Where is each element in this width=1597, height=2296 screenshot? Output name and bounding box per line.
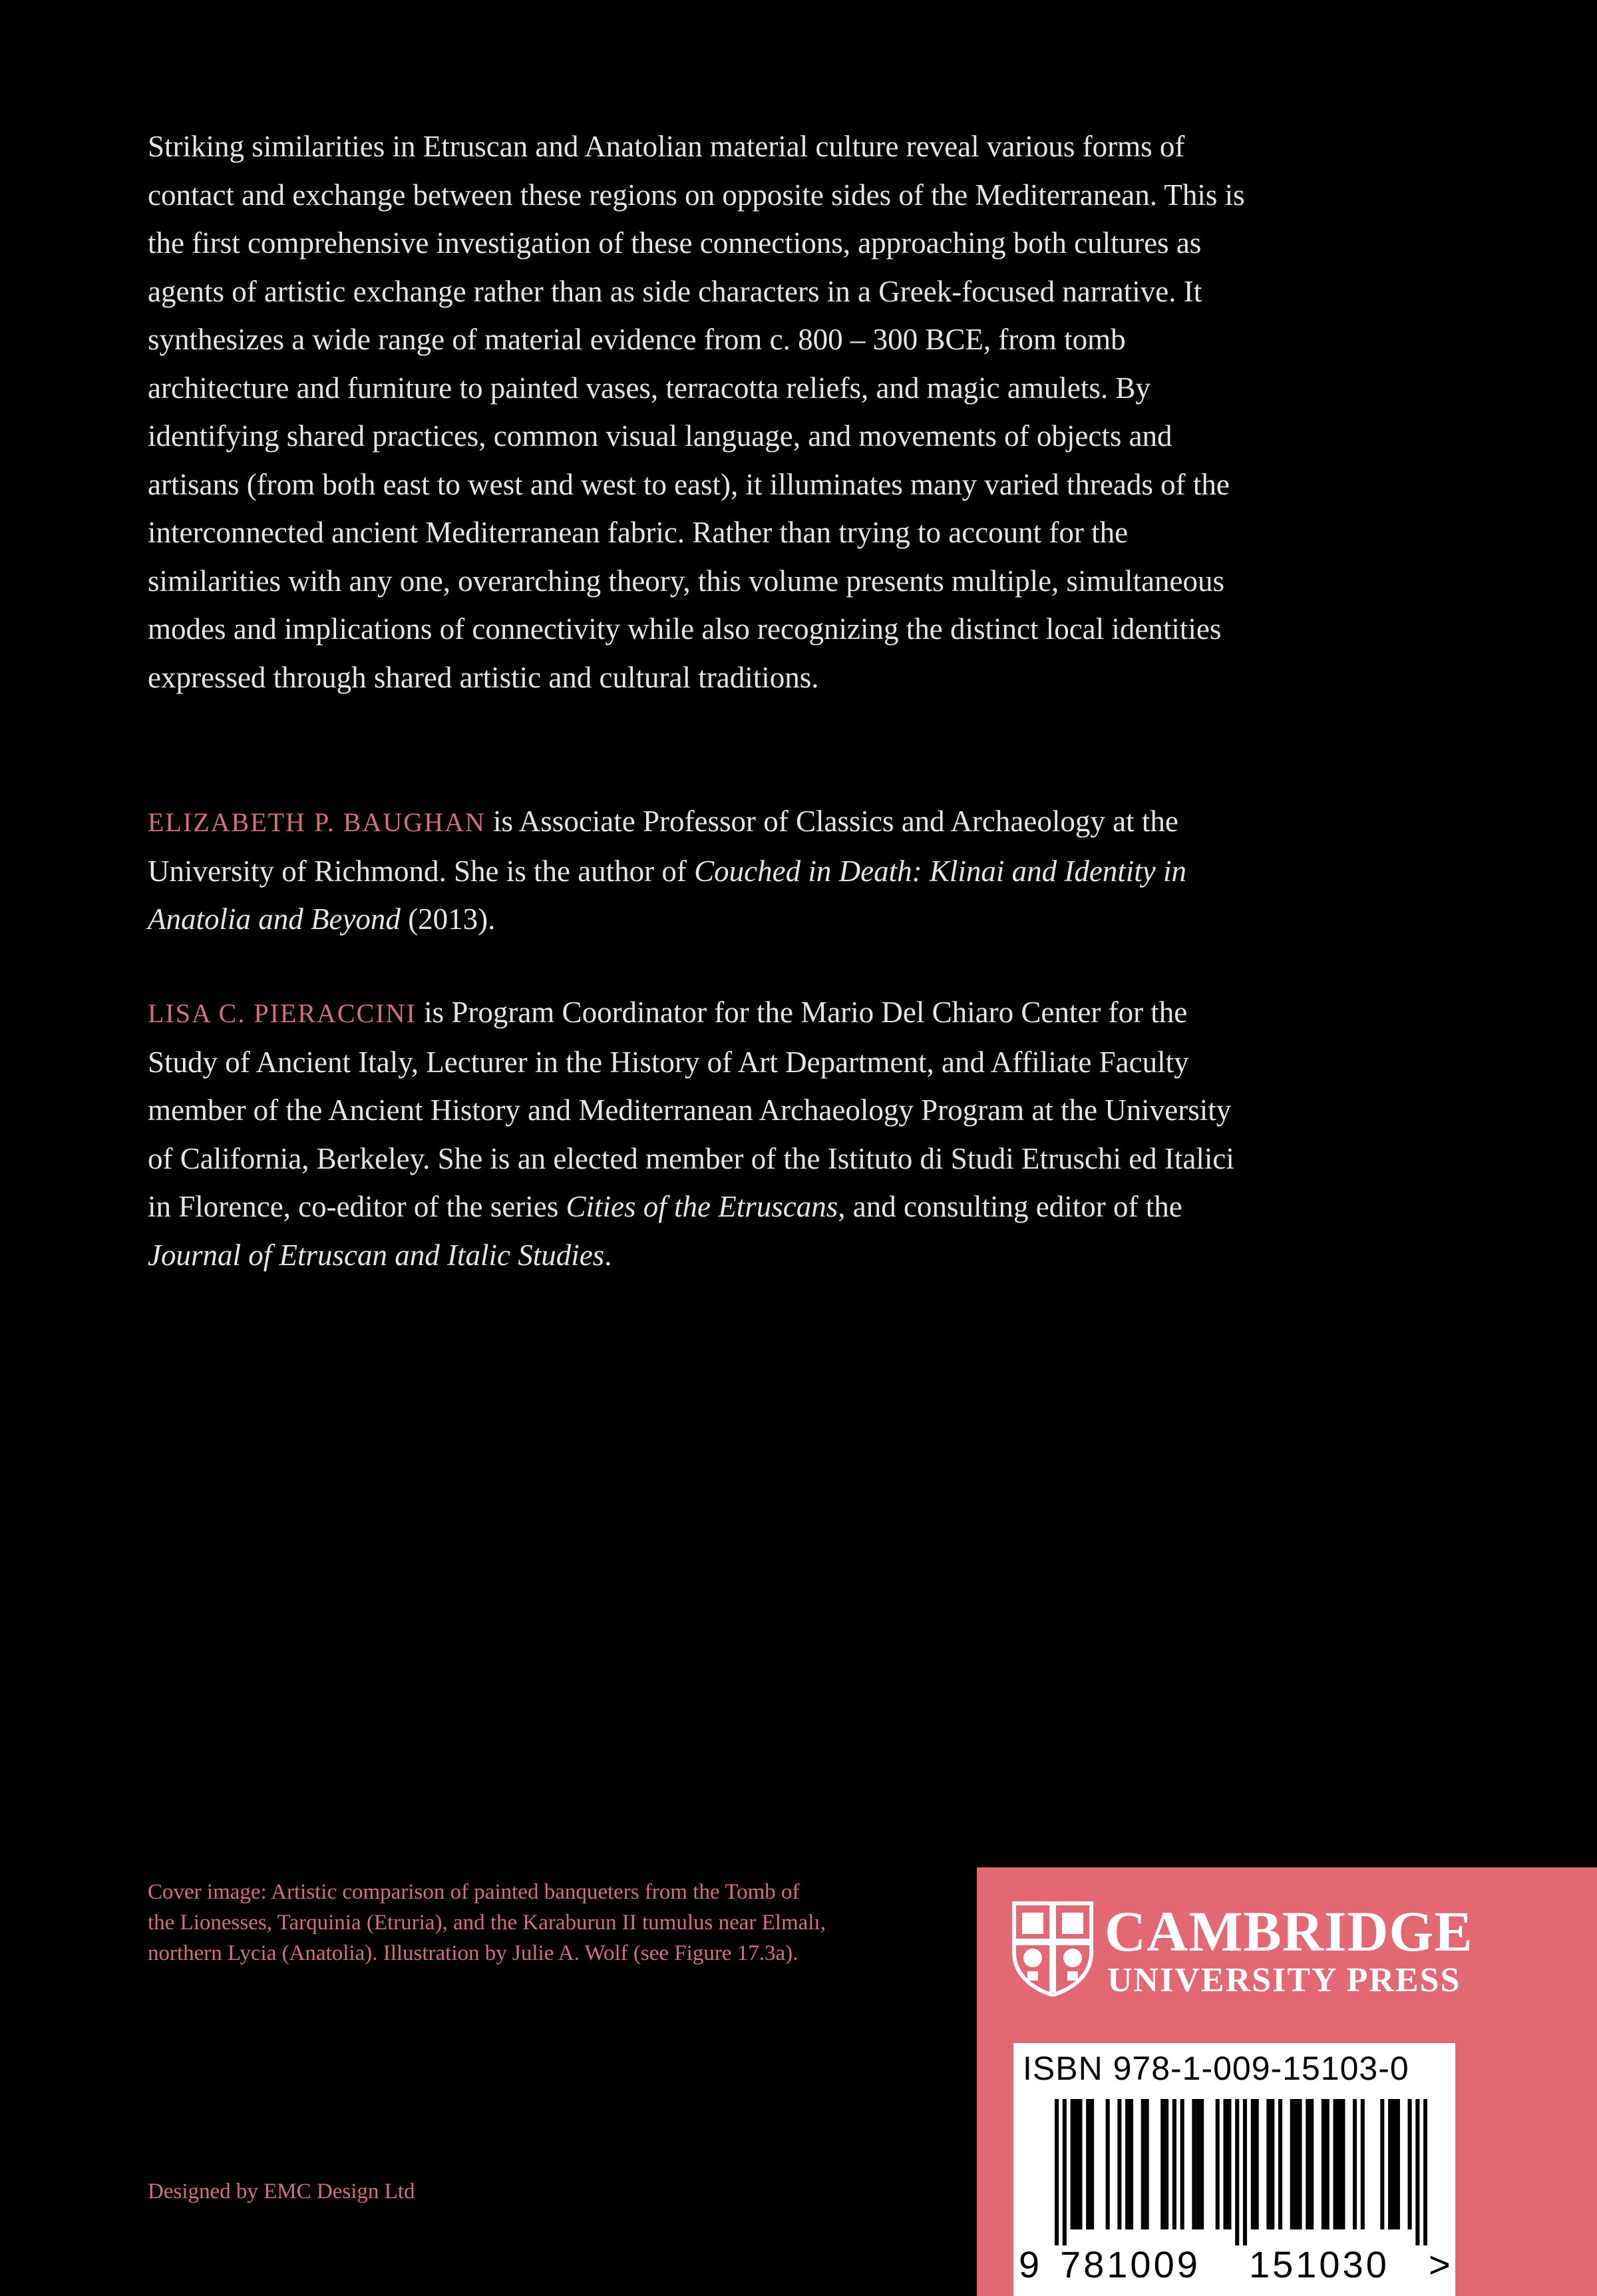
isbn-barcode-box xyxy=(1013,2043,1455,2296)
barcode-bar xyxy=(1322,2099,1326,2229)
bio-text: , and consulting editor of the xyxy=(838,1190,1182,1223)
barcode-bar xyxy=(1196,2099,1200,2229)
barcode-bar xyxy=(1270,2099,1274,2229)
barcode-bar xyxy=(1223,2099,1227,2229)
barcode-bar xyxy=(1164,2099,1168,2229)
publisher-subname: UNIVERSITY PRESS xyxy=(1107,1961,1461,1999)
barcode-left-digits: 781009 xyxy=(1060,2243,1200,2285)
barcode-bar xyxy=(1200,2099,1204,2229)
author-bio-pieraccini xyxy=(148,988,1252,1279)
barcode-bar xyxy=(1172,2099,1176,2229)
barcode-bar xyxy=(1243,2099,1247,2245)
barcode-bar xyxy=(1298,2099,1302,2229)
barcode-bar xyxy=(1333,2099,1337,2229)
barcode-bar xyxy=(1086,2099,1090,2229)
barcode-bar xyxy=(1396,2099,1400,2229)
barcode-bar xyxy=(1294,2099,1298,2229)
barcode-bar xyxy=(1227,2099,1231,2229)
bio-text: . xyxy=(604,1238,612,1272)
barcode-bar xyxy=(1216,2099,1220,2229)
book-title: Couched in Death: Klinai and Identity in Anatolia and Beyond xyxy=(148,854,1187,936)
bio-text: is Associate Professor of Classics and Archaeology at the University of Richmond. She is the author of xyxy=(148,805,1178,888)
barcode xyxy=(1055,2099,1427,2245)
author-name: ELIZABETH P. BAUGHAN xyxy=(148,807,486,837)
series-title: Cities of the Etruscans xyxy=(566,1190,838,1223)
barcode-bar xyxy=(1306,2099,1310,2229)
barcode-bar xyxy=(1090,2099,1094,2229)
barcode-number xyxy=(1019,2241,1451,2291)
barcode-bar xyxy=(1180,2099,1184,2229)
barcode-bar xyxy=(1388,2099,1392,2229)
barcode-bar xyxy=(1106,2099,1110,2229)
journal-title: Journal of Etruscan and Italic Studies xyxy=(148,1238,605,1272)
barcode-bar xyxy=(1055,2099,1059,2245)
barcode-bar xyxy=(1235,2099,1239,2245)
cover-image-credit: Cover image: Artistic comparison of painted banqueters from the Tomb of the Lionesses, Tarquinia (Etruria), and the Karaburun II tumulus near Elmalı, northern Lycia (Anatolia). Illustration by Julie A. Wolf (see Figure 17.3a). xyxy=(148,1880,826,1965)
bio-text: (2013). xyxy=(400,902,496,936)
barcode-bar xyxy=(1310,2099,1314,2229)
publisher-panel xyxy=(977,1867,1597,2296)
isbn-label: ISBN 978-1-009-15103-0 xyxy=(1023,2050,1409,2087)
barcode-bar xyxy=(1192,2099,1196,2229)
barcode-bar xyxy=(1255,2099,1259,2229)
barcode-bar xyxy=(1074,2099,1078,2229)
barcode-bar xyxy=(1125,2099,1129,2229)
author-bio-baughan xyxy=(148,797,1252,944)
barcode-bar xyxy=(1392,2099,1396,2229)
bio-text: is Program Coordinator for the Mario Del Chiaro Center for the Study of Ancient Italy, Lecturer in the History of Art Department, and Affiliate Faculty member of the Ancient History and Mediterranean Archaeology Program at the University of California, Berkeley. She is an elected member of the Istituto di Studi Etruschi ed Italici in Florence, co-editor of the series xyxy=(148,996,1234,1223)
barcode-quiet-zone-mark: > xyxy=(1429,2243,1451,2285)
designer-credit: Designed by EMC Design Ltd xyxy=(148,2180,415,2203)
barcode-bar xyxy=(1278,2099,1282,2229)
barcode-bar xyxy=(1408,2099,1412,2229)
author-name: LISA C. PIERACCINI xyxy=(148,998,417,1028)
barcode-bar xyxy=(1341,2099,1345,2229)
barcode-bar xyxy=(1290,2099,1294,2229)
cambridge-crest-icon xyxy=(1011,1901,1094,1997)
publisher-name: CAMBRIDGE xyxy=(1105,1899,1473,1963)
barcode-bar xyxy=(1415,2099,1419,2245)
barcode-bar xyxy=(1071,2099,1075,2229)
barcode-bar xyxy=(1160,2099,1164,2229)
blurb-paragraph: Striking similarities in Etruscan and Anatolian material culture reveal various forms of contact and exchange between these regions on opposite sides of the Mediterranean. This is the first comprehensive investigation of these connections, approaching both cultures as agents of artistic exchange rather than as side characters in a Greek-focused narrative. It synthesizes a wide range of material evidence from c. 800 – 300 BCE, from tomb architecture and furniture to painted vases, terracotta reliefs, and magic amulets. By identifying shared practices, common visual language, and movements of objects and artisans (from both east to west and west to east), it illuminates many varied threads of the interconnected ancient Mediterranean fabric. Rather than trying to account for the similarities with any one, overarching theory, this volume presents multiple, simultaneous modes and implications of connectivity while also recognizing the distinct local identities expressed through shared artistic and cultural traditions. xyxy=(148,130,1245,694)
barcode-bar xyxy=(1129,2099,1133,2229)
barcode-bar xyxy=(1423,2099,1427,2245)
barcode-bar xyxy=(1353,2099,1357,2229)
barcode-bar xyxy=(1251,2099,1255,2229)
barcode-bar xyxy=(1266,2099,1270,2229)
barcode-bar xyxy=(1063,2099,1067,2245)
barcode-bar xyxy=(1380,2099,1384,2229)
barcode-bar xyxy=(1337,2099,1341,2229)
barcode-bar xyxy=(1326,2099,1330,2229)
barcode-right-digits: 151030 xyxy=(1249,2243,1389,2285)
barcode-bar xyxy=(1141,2099,1145,2229)
barcode-bar xyxy=(1117,2099,1121,2229)
barcode-lead-digit: 9 xyxy=(1019,2243,1043,2285)
barcode-bar xyxy=(1078,2099,1082,2229)
barcode-bar xyxy=(1361,2099,1365,2229)
barcode-bar xyxy=(1145,2099,1149,2229)
